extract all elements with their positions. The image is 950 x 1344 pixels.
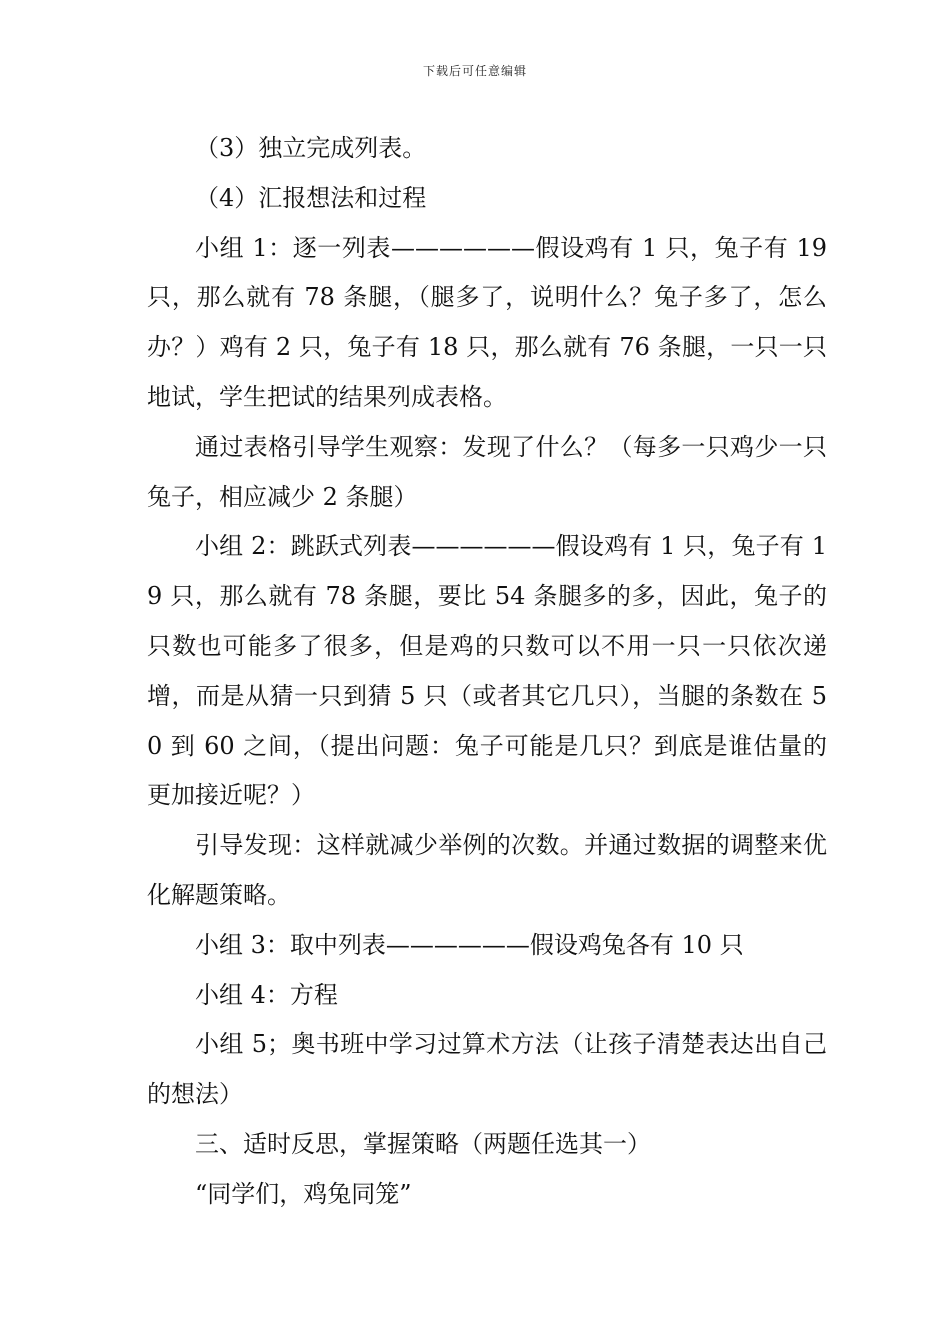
paragraph-guide-discovery: 引导发现：这样就减少举例的次数。并通过数据的调整来优化解题策略。 bbox=[147, 831, 827, 909]
paragraph-group-3: 小组 3：取中列表——————假设鸡兔各有 10 只 bbox=[195, 930, 744, 959]
paragraph-group-1: 小组 1：逐一列表——————假设鸡有 1 只，兔子有 19 只，那么就有 78 条腿，（腿多了，说明什么？兔子多了，怎么办？）鸡有 2 只，兔子有 18 只，那么就有 76 条腿，一只一只地试，学生把试的结果列成表格。 bbox=[147, 233, 827, 411]
paragraph-group-5: 小组 5；奥书班中学习过算术方法（让孩子清楚表达出自己的想法） bbox=[147, 1030, 827, 1109]
section-heading-reflection: 三、适时反思，掌握策略（两题任选其一） bbox=[195, 1129, 651, 1158]
paragraph-step-3: （3）独立完成列表。 bbox=[195, 134, 427, 162]
paragraph-step-4: （4）汇报想法和过程 bbox=[195, 183, 427, 212]
page-header: 下载后可任意编辑 bbox=[422, 64, 527, 78]
paragraph-group-4: 小组 4：方程 bbox=[195, 980, 338, 1009]
paragraph-observe-table: 通过表格引导学生观察：发现了什么？（每多一只鸡少一只兔子，相应减少 2 条腿） bbox=[147, 432, 827, 511]
paragraph-group-2: 小组 2：跳跃式列表——————假设鸡有 1 只，兔子有 19 只，那么就有 78 条腿，要比 54 条腿多的多，因此，兔子的只数也可能多了很多，但是鸡的只数可以不用一只一只依次递增，而是从猜一只到猜 5 只（或者其它几只），当腿的条数在 50 到 60 之间，（提出问题：兔子可能是几只？到底是谁估量的更加接近呢？） bbox=[147, 532, 827, 810]
paragraph-quote: “同学们，鸡兔同笼” bbox=[195, 1179, 412, 1208]
document-body bbox=[147, 124, 827, 1220]
